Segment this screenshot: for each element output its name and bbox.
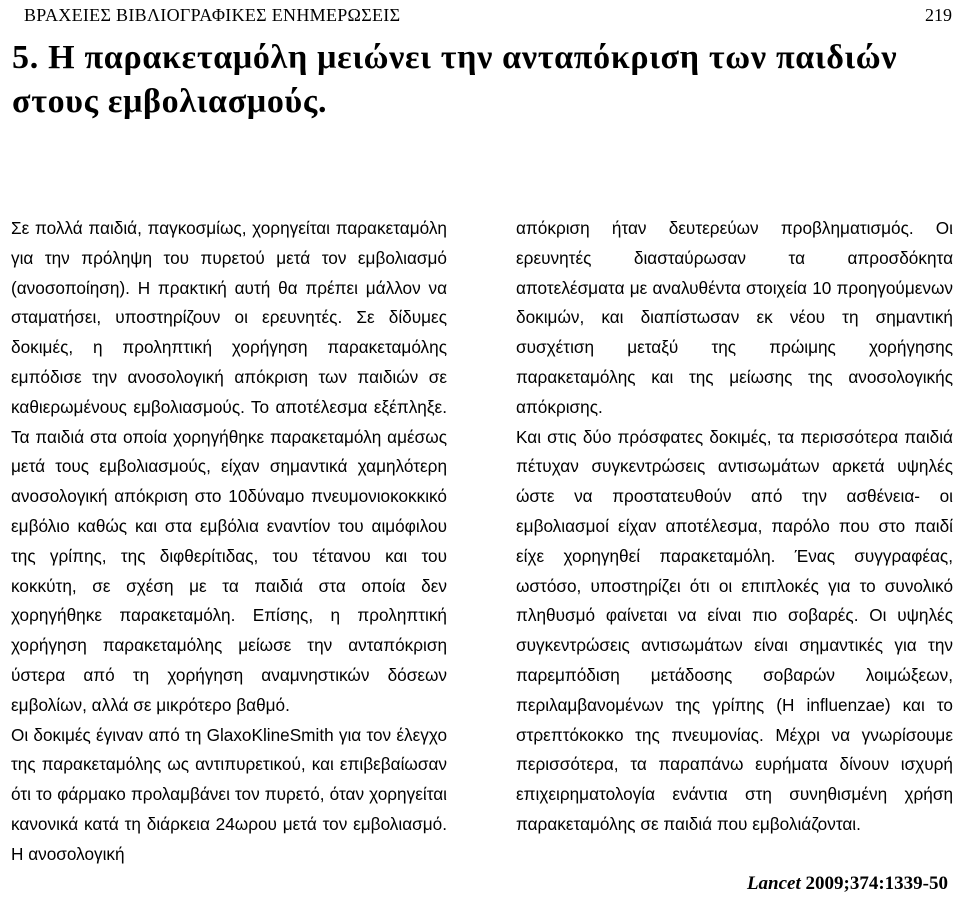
citation (747, 872, 948, 896)
paragraph: Και στις δύο πρόσφατες δοκιμές, τα περισσότερα παιδιά πέτυχαν συγκεντρώσεις αντισωμάτων αρκετά υψηλές ώστε να προστατευθούν από την ασθένεια- οι εμβολιασμοί είχαν αποτέλεσμα, παρόλο που στο παιδί είχε χορηγηθεί παρακεταμόλη. Ένας συγγραφέας, ωστόσο, υποστηρίζει ότι οι επιπλοκές για το συνολικό πληθυσμό φαίνεται να είναι πιο σοβαρές. Οι υψηλές συγκεντρώσεις αντισωμάτων είναι σημαντικές για την παρεμπόδιση μετάδοσης σοβαρών λοιμώξεων, περιλαμβανομένων της γρίπης (H influenzae) και το στρεπτόκοκκο της πνευμονίας. Μέχρι να γνωρίσουμε περισσότερα, τα παραπάνω ευρήματα δίνουν ισχυρή επιχειρηματολογία ενάντια στη συνηθισμένη χρήση παρακεταμόλης σε παιδιά που εμβολιάζονται. (516, 426, 953, 834)
page-number: 219 (925, 5, 952, 25)
article-title: 5. Η παρακεταμόλη μειώνει την ανταπόκριση των παιδιών στους εμβολιασμούς. (12, 39, 898, 120)
paragraph: απόκριση ήταν δευτερεύων προβληματισμός. Οι ερευνητές διασταύρωσαν τα απροσδόκητα αποτελέσματα με αναλυθέντα στοιχεία 10 προηγούμενων δοκιμών, και διαπίστωσαν εκ νέου τη σημαντική συσχέτιση μεταξύ της πρώιμης χορήγησης παρακεταμόλης και της μείωσης της ανοσολογικής απόκρισης. (516, 218, 953, 417)
right-column (516, 214, 953, 840)
paragraph: Οι δοκιμές έγιναν από τη GlaxoKlineSmith για τον έλεγχο της παρακεταμόλης ως αντιπυρετικού, και επιβεβαίωσαν ότι το φάρμακο προλαμβάνει τον πυρετό, όταν χορηγείται κανονικά κατά τη διάρκεια 24ωρου μετά τον εμβολιασμό. Η ανοσολογική (11, 724, 447, 864)
citation-journal: Lancet (746, 873, 801, 894)
paragraph: Σε πολλά παιδιά, παγκοσμίως, χορηγείται παρακεταμόλη για την πρόληψη του πυρετού μετά τον εμβολιασμό (ανοσοποίηση). Η πρακτική αυτή θα πρέπει μάλλον να σταματήσει, υποστηρίζουν οι ερευνητές. Σε δίδυμες δοκιμές, η προληπτική χορήγηση παρακεταμόλης εμπόδισε την ανοσολογική απόκριση των παιδιών σε καθιερωμένους εμβολιασμούς. Το αποτέλεσμα εξέπληξε. Τα παιδιά στα οποία χορηγήθηκε παρακεταμόλη αμέσως μετά τους εμβολιασμούς, είχαν σημαντικά χαμηλότερη ανοσολογική απόκριση στο 10δύναμο πνευμονιοκοκκικό εμβόλιο καθώς και στα εμβόλια εναντίον του αιμόφιλου της γρίπης, της διφθερίτιδας, του τέτανου και του κοκκύτη, σε σχέση με τα παιδιά στα οποία δεν χορηγήθηκε παρακεταμόλη. Επίσης, η προληπτική χορήγηση παρακεταμόλης μείωσε την ανταπόκριση ύστερα από τη χορήγηση αναμνηστικών δόσεων εμβολίων, αλλά σε μικρότερο βαθμό. (11, 218, 447, 715)
citation-reference: 2009;374:1339-50 (800, 873, 948, 894)
running-header (24, 4, 956, 26)
section-title: ΒΡΑΧΕΙΕΣ ΒΙΒΛΙΟΓΡΑΦΙΚΕΣ ΕΝΗΜΕΡΩΣΕΙΣ (24, 5, 401, 25)
left-column (11, 214, 447, 870)
